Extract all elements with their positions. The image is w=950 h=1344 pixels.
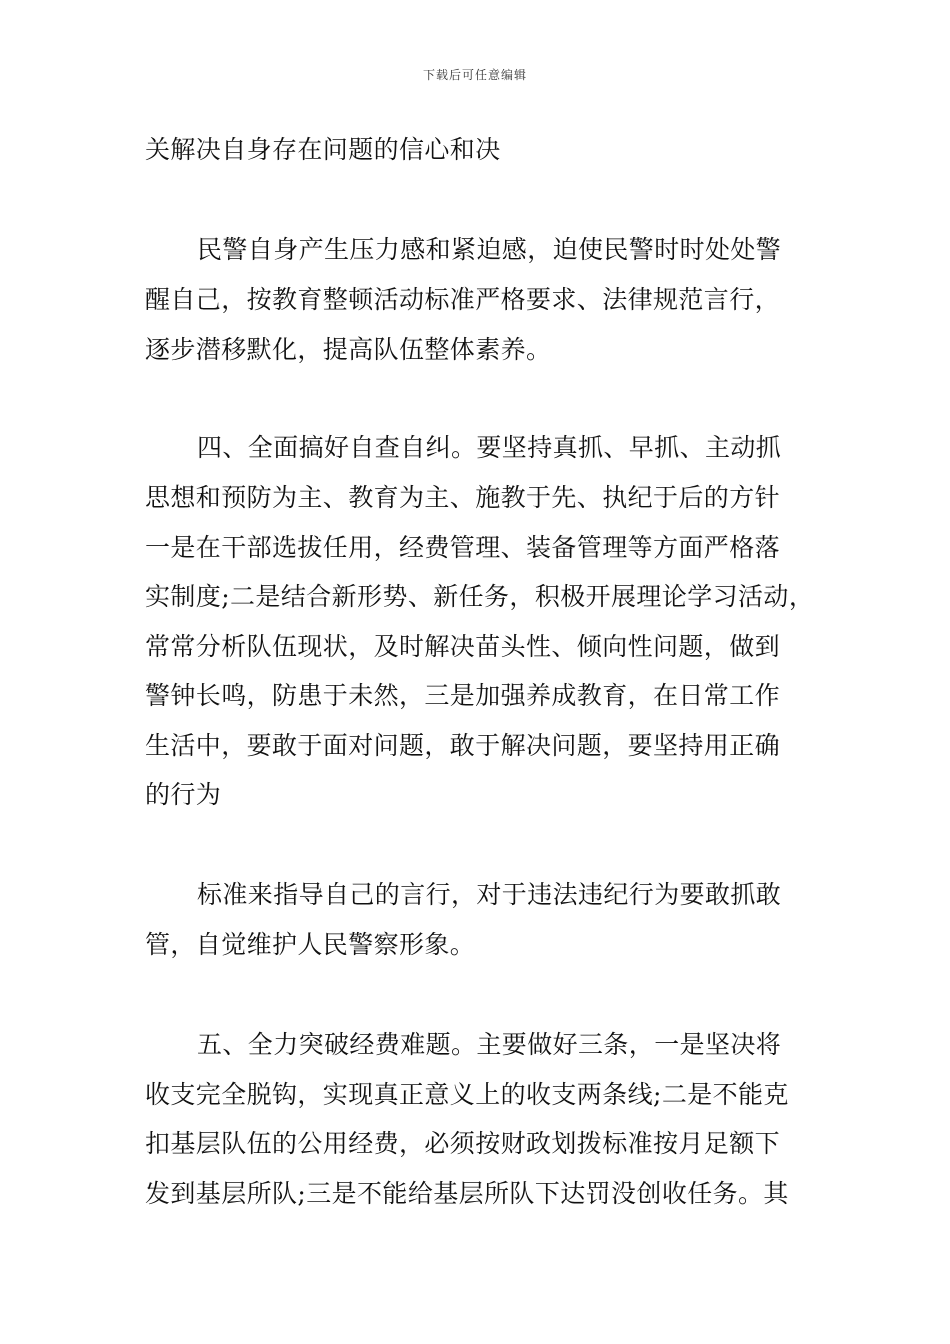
text-line: 常常分析队伍现状，及时解决苗头性、倾向性问题，做到	[145, 632, 781, 661]
paragraph-first-line: 五、全力突破经费难题。主要做好三条，一是坚决将	[197, 1030, 782, 1059]
paragraph-first-line: 标准来指导自己的言行，对于违法违纪行为要敢抓敢	[197, 880, 782, 909]
text-line: 实制度;二是结合新形势、新任务，积极开展理论学习活动，	[145, 582, 815, 611]
paragraph-first-line: 民警自身产生压力感和紧迫感，迫使民警时时处处警	[197, 235, 782, 264]
text-line: 管，自觉维护人民警察形象。	[145, 930, 476, 959]
text-line: 一是在干部选拔任用，经费管理、装备管理等方面严格落	[145, 533, 781, 562]
text-line: 发到基层所队;三是不能给基层所队下达罚没创收任务。其	[145, 1179, 789, 1208]
text-line: 逐步潜移默化，提高队伍整体素养。	[145, 335, 552, 364]
paragraph-first-line: 四、全面搞好自查自纠。要坚持真抓、早抓、主动抓	[197, 433, 782, 462]
text-line: 思想和预防为主、教育为主、施教于先、执纪于后的方针	[145, 483, 781, 512]
page-header: 下载后可任意编辑	[422, 68, 527, 82]
text-line: 关解决自身存在问题的信心和决	[145, 135, 501, 164]
text-line: 生活中，要敢于面对问题，敢于解决问题，要坚持用正确	[145, 731, 781, 760]
text-line: 的行为	[145, 780, 222, 809]
text-line: 收支完全脱钩，实现真正意义上的收支两条线;二是不能克	[145, 1080, 789, 1109]
text-line: 醒自己，按教育整顿活动标准严格要求、法律规范言行，	[145, 285, 781, 314]
text-line: 扣基层队伍的公用经费，必须按财政划拨标准按月足额下	[145, 1129, 781, 1158]
text-line: 警钟长鸣，防患于未然，三是加强养成教育，在日常工作	[145, 681, 781, 710]
